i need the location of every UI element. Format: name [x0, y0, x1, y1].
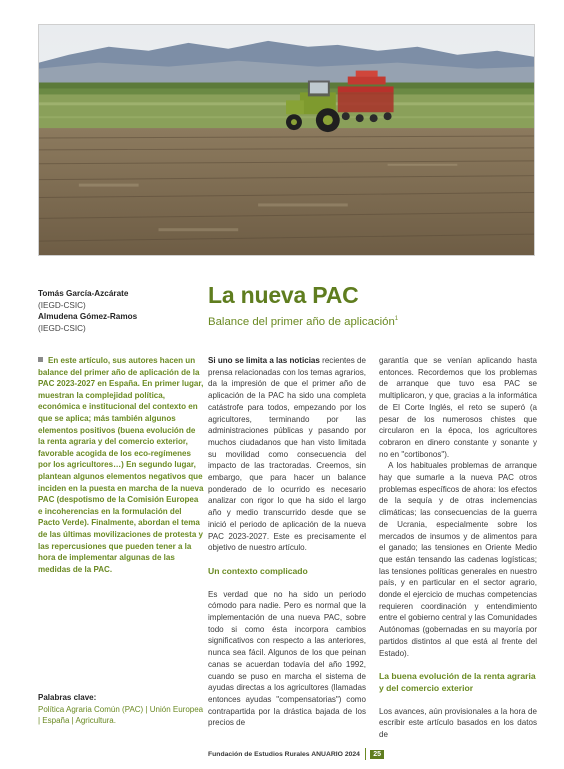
author-affiliation: (IEGD-CSIC) — [38, 300, 86, 310]
square-bullet-icon — [38, 357, 43, 362]
body-paragraph: garantía que se venían aplicando hasta entonces. Recordemos que los problemas de arranque que tuvo esa PAC se multiplicaron, y que, gracias a la informática de El Corte Inglés, el reto se superó (a pesar de los numerosos chistes que circularon en la época, los agricultores cobraron en dinero constante y sonante y no en "cortibonos"). — [379, 356, 537, 459]
body-paragraph: A los habituales problemas de arranque hay que sumarle a la nueva PAC otros problemas específicos de ahora: los efectos de la sequía y de otras inclemencias climáticas; las consecuencias de la guerra de Ucrania, especialmente sobre los mercados de insumos y de alimentos para el ganado; las tensiones en Oriente Medio que están tensando las cadenas logísticas; las tensiones políticas generales en nuestro país, y en particular en el sector agrario, donde el ejercicio de muchas competencias requieren coordinación y entendimiento entre el gobierno central y las Comunidades Autónomas (gobernadas en su mayoría por partidos distintos al que está al frente del Estado). — [379, 461, 537, 658]
body-paragraph: Es verdad que no ha sido un periodo cómodo para nadie. Pero es normal que la implementación de una nueva PAC, sobre todo si como ésta incorpora cambios significativos con respecto a las anteriores, nunca sea fácil. Algunos de los que peinan canas se acuerdan todavía del año 1992, cuando se puso en marcha el sistema de ayudas directas a los agricultores (llamadas entonces ayudas "compensatorias") como contrapartida por la drástica bajada de los precios de — [208, 589, 366, 728]
publication-name: Fundación de Estudios Rurales ANUARIO 2024 — [208, 750, 360, 758]
keywords-label: Palabras clave: — [38, 693, 97, 702]
footnote-marker: 1 — [394, 316, 399, 322]
author-name: Tomás García-Azcárate — [38, 289, 129, 298]
body-paragraph: Los avances, aún provisionales a la hora de escribir este artículo basados en los datos de — [379, 706, 537, 740]
page-footer — [208, 747, 384, 761]
paragraph-text: recientes de prensa relacionadas con los temas agrarios, da la impresión de que el primer año de aplicación de la PAC ha sido una completa catástrofe para todos, empezando por los agricultores, terminando por las administraciones públicas y pasando por muchos ciudadanos que han visto limitada su movilidad como consecuencia del impacto de las tractoradas. Creemos, sin embargo, que para hacer un balance ponderado de lo ocurrido es necesario analizar con rigor lo que ha sido el largo año y medio transcurrido desde que se inició el periodo de aplicación de la nueva PAC 2023-2027. Este es precisamente el objetivo de nuestro artículo. — [208, 356, 366, 553]
authors-block — [38, 288, 203, 334]
article-subtitle — [208, 312, 538, 329]
keywords-list: Política Agraria Común (PAC) | Unión Europea | España | Agricultura. — [38, 704, 204, 726]
tractor-field-photo — [39, 25, 534, 255]
page-number: 25 — [370, 750, 384, 759]
author-name: Almudena Gómez-Ramos — [38, 312, 138, 322]
abstract — [38, 355, 204, 575]
title-block — [208, 281, 538, 329]
author-affiliation: (IEGD-CSIC) — [38, 323, 86, 333]
lead-in: Si uno se limita a las noticias — [208, 356, 320, 365]
keywords-block — [38, 692, 204, 727]
subtitle-text: Balance del primer año de aplicación — [208, 315, 395, 328]
abstract-text: En este artículo, sus autores hacen un balance del primer año de aplicación de la PAC 2023-2027 en España. En primer lugar, muestran la complejidad política, económica e institucional del contexto en que se aplica; más también algunos elementos positivos (buena evolución de la renta agraria y del comercio exterior, favorable acogida de los eco-regímenes por los agricultores…) En segundo lugar, plantean algunos elementos negativos que inciden en la puesta en marcha de la nueva PAC (despotismo de la Comisión Europea e incoherencias en la formulación del Pacto Verde). Finalmente, abordan el tema de las últimas movilizaciones de protesta y las repercusiones que pueden tener a la hora de implementar algunas de las medidas de la PAC. — [38, 356, 204, 574]
footer-divider — [365, 748, 366, 760]
body-column-1 — [208, 355, 366, 729]
article-title: La nueva PAC — [208, 282, 359, 308]
section-heading: La buena evolución de la renta agraria y del comercio exterior — [379, 671, 536, 693]
section-heading: Un contexto complicado — [208, 565, 308, 576]
body-paragraph — [208, 355, 366, 554]
header-photo — [38, 24, 535, 256]
body-column-2 — [379, 355, 537, 741]
